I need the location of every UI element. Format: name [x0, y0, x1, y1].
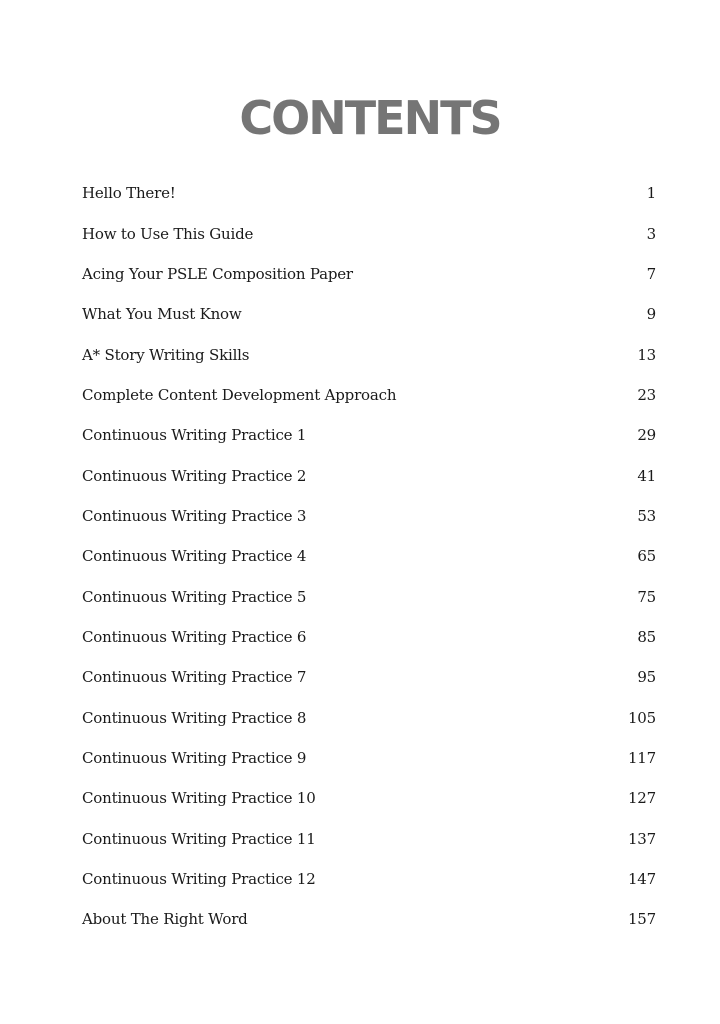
toc-entry-label: Continuous Writing Practice 1 [82, 426, 307, 445]
toc-entry[interactable] [82, 738, 656, 778]
toc-entry-label: Acing Your PSLE Composition Paper [82, 264, 353, 283]
toc-entry-label: Continuous Writing Practice 2 [82, 466, 307, 485]
toc-entry[interactable] [82, 899, 656, 939]
toc-entry-page-number: 85 [637, 627, 656, 646]
toc-entry-label: Hello There! [82, 184, 176, 203]
toc-entry-page-number: 137 [627, 829, 656, 848]
toc-entry[interactable] [82, 697, 656, 737]
page-title: CONTENTS [239, 91, 501, 145]
toc-entry-page-number: 7 [646, 264, 656, 283]
toc-entry[interactable] [82, 415, 656, 455]
toc-entry-label: A* Story Writing Skills [82, 345, 250, 364]
toc-entry[interactable] [82, 778, 656, 818]
toc-entry-page-number: 3 [646, 224, 656, 243]
toc-entry[interactable] [82, 213, 656, 253]
toc-entry-label: Continuous Writing Practice 4 [82, 547, 307, 566]
toc-entry[interactable] [82, 576, 656, 616]
toc-entry-label: Continuous Writing Practice 12 [82, 870, 316, 889]
toc-entry-page-number: 41 [637, 466, 656, 485]
toc-entry-label: About The Right Word [82, 910, 248, 929]
toc-entry-page-number: 75 [637, 587, 656, 606]
table-of-contents [82, 173, 656, 940]
toc-entry[interactable] [82, 334, 656, 374]
toc-entry-page-number: 9 [646, 305, 656, 324]
toc-entry-page-number: 13 [637, 345, 656, 364]
toc-entry[interactable] [82, 254, 656, 294]
toc-entry-label: Continuous Writing Practice 6 [82, 627, 307, 646]
toc-entry-label: How to Use This Guide [82, 224, 254, 243]
toc-entry[interactable] [82, 859, 656, 899]
toc-entry[interactable] [82, 536, 656, 576]
toc-entry[interactable] [82, 617, 656, 657]
toc-entry[interactable] [82, 496, 656, 536]
toc-entry-page-number: 23 [637, 385, 656, 404]
toc-entry-label: Continuous Writing Practice 7 [82, 668, 307, 687]
toc-entry-label: Continuous Writing Practice 3 [82, 506, 307, 525]
toc-entry[interactable] [82, 375, 656, 415]
toc-entry-page-number: 105 [627, 708, 656, 727]
toc-entry[interactable] [82, 455, 656, 495]
toc-entry-label: Continuous Writing Practice 5 [82, 587, 307, 606]
toc-entry[interactable] [82, 294, 656, 334]
toc-entry-page-number: 157 [627, 910, 656, 929]
toc-entry-page-number: 1 [646, 184, 656, 203]
toc-entry-label: What You Must Know [82, 305, 242, 324]
toc-entry-label: Continuous Writing Practice 8 [82, 708, 307, 727]
toc-entry-page-number: 117 [627, 748, 656, 767]
toc-entry[interactable] [82, 819, 656, 859]
toc-entry[interactable] [82, 173, 656, 213]
toc-entry-page-number: 29 [637, 426, 656, 445]
toc-entry-page-number: 147 [627, 870, 656, 889]
toc-entry-label: Continuous Writing Practice 9 [82, 748, 307, 767]
toc-entry-label: Continuous Writing Practice 11 [82, 829, 316, 848]
toc-entry-page-number: 95 [637, 668, 656, 687]
toc-entry-page-number: 127 [627, 789, 656, 808]
toc-entry[interactable] [82, 657, 656, 697]
toc-entry-label: Continuous Writing Practice 10 [82, 789, 316, 808]
toc-entry-page-number: 53 [637, 506, 656, 525]
toc-entry-label: Complete Content Development Approach [82, 385, 397, 404]
toc-entry-page-number: 65 [637, 547, 656, 566]
